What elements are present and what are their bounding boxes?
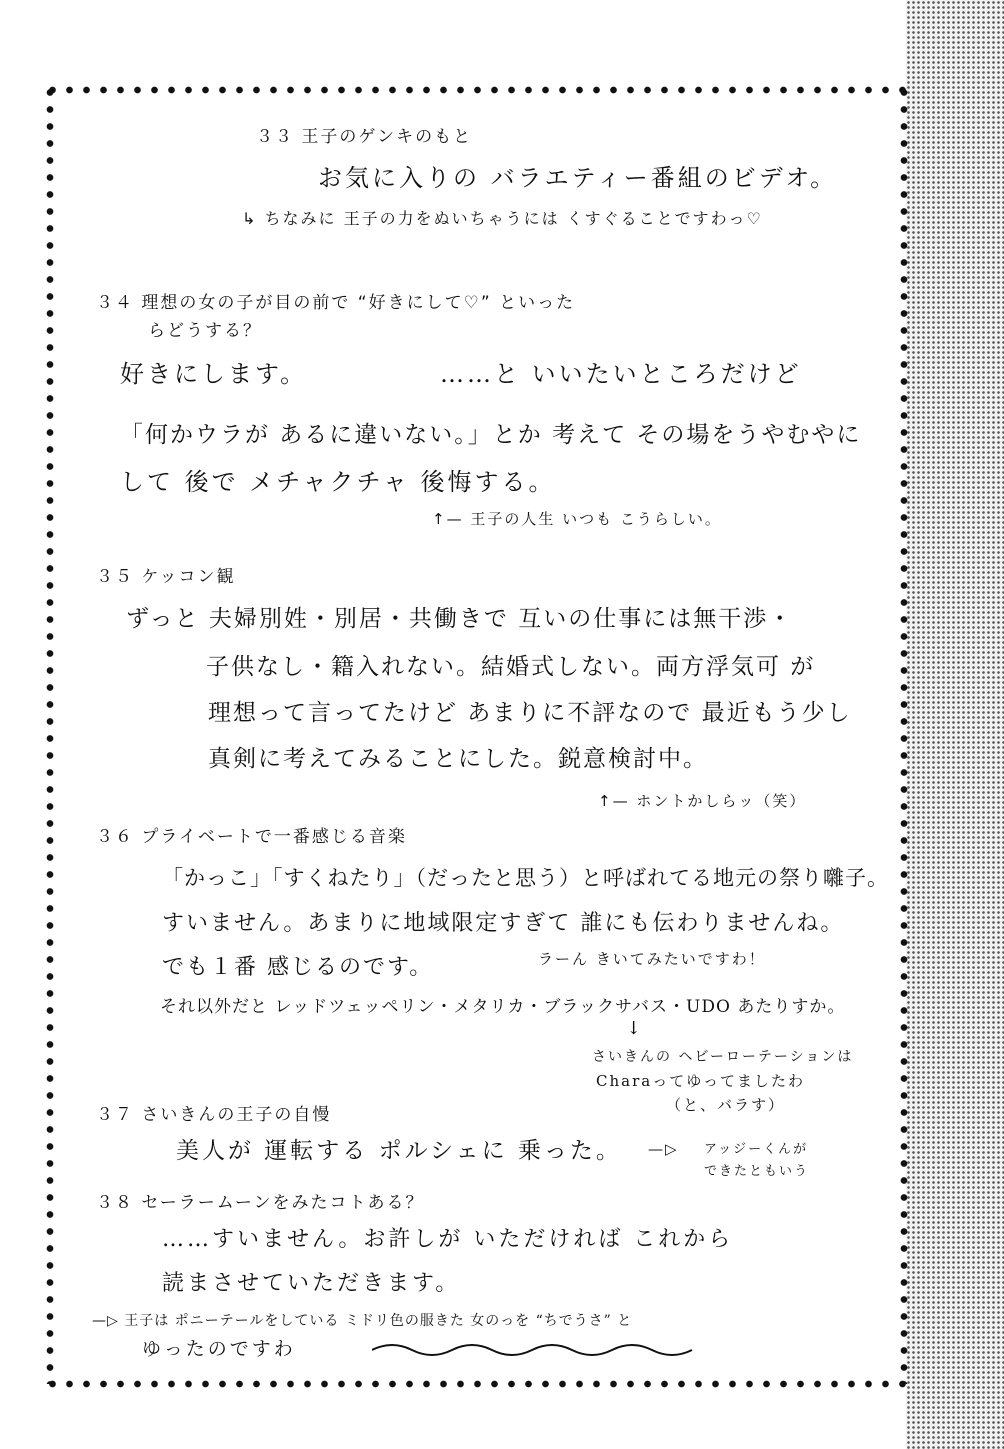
q37-answer: 美人が 運転する ポルシェに 乗った。: [176, 1138, 622, 1164]
q36-note-line2: Charaってゆってましたわ: [596, 1072, 806, 1090]
dotted-border-bottom: [44, 1378, 906, 1390]
arrow-right-icon: —▷: [92, 1313, 125, 1329]
q34-answer-line3: して 後で メチャクチャ 後悔する。: [120, 468, 556, 496]
q34-note: [432, 508, 722, 529]
q36-answer-line2: すいません。あまりに地域限定すぎて 誰にも伝わりませんね。: [162, 911, 845, 936]
q37-note-line1: アッジーくんが: [704, 1142, 809, 1157]
q33-note: [242, 206, 763, 229]
q33-title: ３３ 王子のゲンキのもと: [256, 127, 473, 147]
q36-title: ３６ プライベートで一番感じる音楽: [96, 827, 407, 847]
q38-title: ３８ セーラームーンをみたコトある？: [96, 1193, 425, 1213]
q36-note-side: ラーん きいてみたいですわ！: [538, 950, 766, 968]
q33-answer: お気に入りの バラエティー番組のビデオ。: [318, 164, 838, 192]
arrow-down-icon: ↓: [626, 1018, 644, 1039]
q35-note-text: ホントかしらッ（笑）: [636, 792, 807, 810]
arrow-up-icon: ↑—: [598, 792, 637, 810]
wavy-line: [372, 1338, 702, 1362]
screentone-strip: [906, 0, 1004, 1449]
arrow-icon: ↳: [242, 209, 265, 228]
q34-title-line1: ３４ 理想の女の子が目の前で “好きにして♡” といった: [96, 293, 576, 313]
q35-title: ３５ ケッコン観: [96, 567, 236, 587]
q35-answer-line3: 理想って言ってたけど あまりに不評なので 最近もう少し: [208, 700, 852, 726]
q36-note-line1: さいきんの ヘビーローテーションは: [592, 1049, 854, 1065]
q36-answer-line1: 「かっこ」「すくねたり」（だったと思う）と呼ばれてる地元の祭り囃子。: [162, 866, 889, 890]
q34-answer-a: 好きにします。: [120, 360, 308, 388]
q34-title-line2: らどうする？: [148, 321, 262, 341]
dotted-border-right: [898, 84, 910, 1384]
q35-answer-line2: 子供なし・籍入れない。結婚式しない。両方浮気可 が: [206, 654, 816, 680]
q33-note-text: ちなみに 王子の力をぬいちゃうには くすぐることですわっ♡: [264, 209, 763, 228]
q35-answer-line1: ずっと 夫婦別姓・別居・共働きで 互いの仕事には無干渉・: [126, 606, 794, 632]
dotted-border-top: [44, 84, 906, 96]
q38-note-line1: [92, 1310, 632, 1330]
q37-note-line2: できたともいう: [704, 1164, 810, 1179]
q38-note-line1-text: 王子は ポニーテールをしている ミドリ色の服きた 女のっを “ちでうさ” と: [124, 1313, 633, 1329]
q38-answer-line1: ……すいません。お許しが いただければ これから: [162, 1227, 734, 1252]
q38-note-line2: ゆったのですわ: [142, 1338, 296, 1360]
q36-answer-line3: でも１番 感じるのです。: [162, 955, 434, 980]
q34-answer-line2: 「何かウラが あるに違いない。」とか 考えて その場をうやむやに: [120, 422, 862, 448]
q36-answer-line4: それ以外だと レッドツェッペリン・メタリカ・ブラックサバス・UDO あたりすか。: [160, 997, 846, 1017]
arrow-right-icon: —▷: [648, 1140, 679, 1158]
q36-note-line3: （と、バラす）: [666, 1096, 786, 1114]
q35-answer-line4: 真剣に考えてみることにした。鋭意検討中。: [208, 746, 708, 772]
q34-note-text: 王子の人生 いつも こうらしい。: [470, 510, 722, 528]
q35-note: [598, 790, 806, 811]
q37-title: ３７ さいきんの王子の自慢: [96, 1105, 332, 1125]
arrow-up-icon: ↑—: [432, 510, 471, 528]
dotted-border-left: [44, 84, 56, 1384]
q38-answer-line2: 読まさせていただきます。: [162, 1271, 461, 1296]
q34-answer-b: ……と いいたいところだけど: [440, 360, 802, 388]
